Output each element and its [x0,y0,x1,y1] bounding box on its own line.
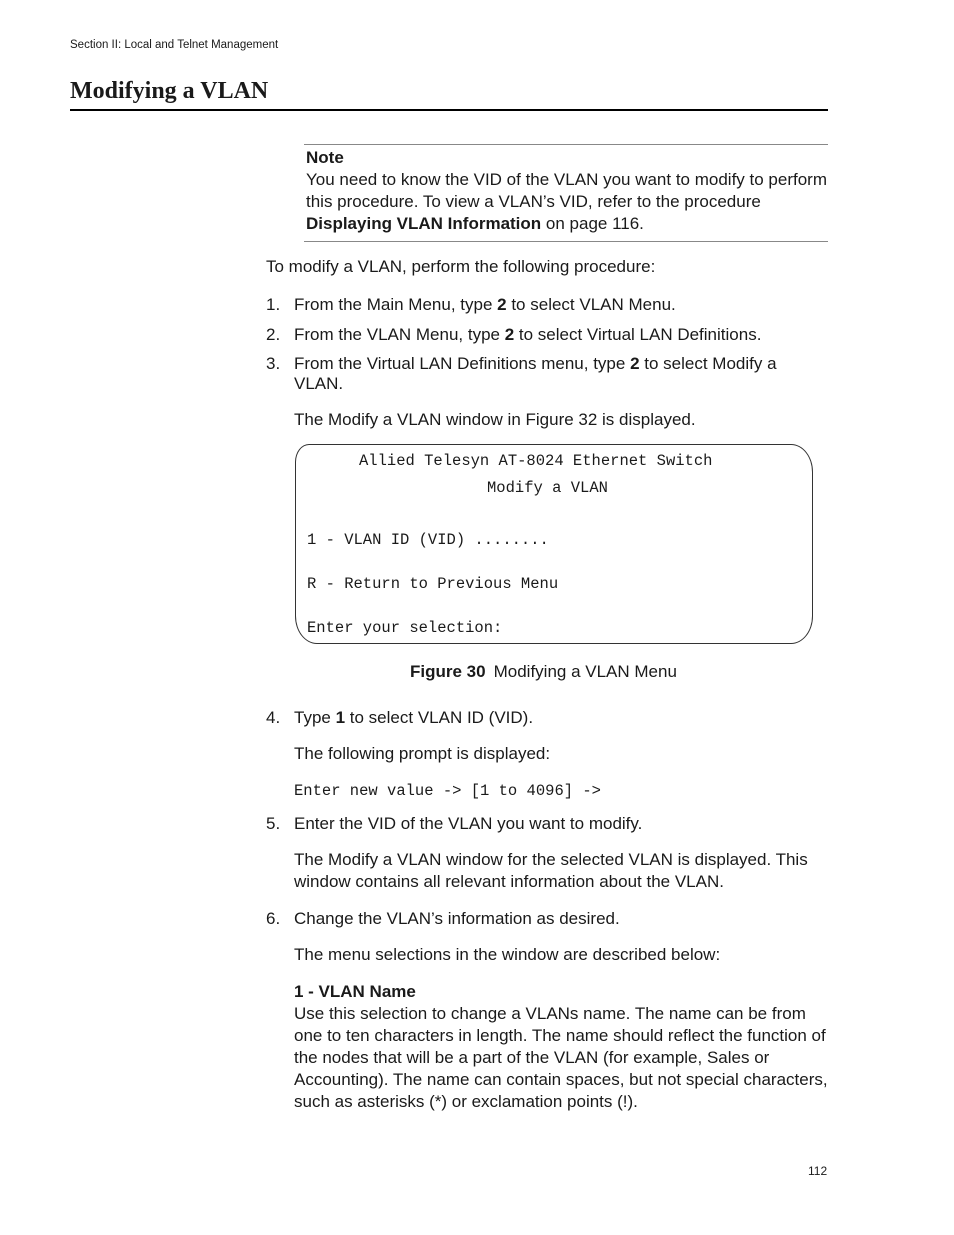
page-number: 112 [808,1164,828,1178]
step-text: Change the VLAN’s information as desired. [294,909,620,928]
terminal-prompt: Enter your selection: [307,619,503,637]
step-number: 1. [266,295,281,314]
figure-title: Modifying a VLAN Menu [493,662,677,681]
note-text-before: You need to know the VID of the VLAN you want to modify to perform this procedure. To view a VLAN’s VID, refer to the procedure [306,170,827,211]
step-number: 4. [266,708,281,727]
after-step-3: The Modify a VLAN window in Figure 32 is displayed. [294,410,696,429]
step-key: 1 [335,708,346,727]
step-text: From the Main Menu, type [294,295,498,314]
step-number: 6. [266,909,281,928]
step-number: 3. [266,354,281,373]
subsection [294,981,828,1113]
step-key: 2 [630,354,640,373]
terminal-option-1: 1 - VLAN ID (VID) ........ [307,531,549,549]
step-text: to select VLAN Menu. [506,295,676,314]
running-head: Section II: Local and Telnet Management [70,39,279,51]
note-text [306,169,828,235]
subsection-text: Use this selection to change a VLANs name. The name can be from one to ten characters in length. The name should reflect the function of the nodes that will be a part of the VLAN (for example, Sales or Accounting). The name can contain spaces, but not special characters, such as asterisks (*) or exclamation points (!). [294,1004,828,1111]
step-key: 2 [497,295,507,314]
figure-caption [410,662,677,682]
figure-number: Figure 30 [410,662,486,681]
page-title: Modifying a VLAN [70,78,828,111]
after-step-6: The menu selections in the window are described below: [294,945,721,964]
after-step-5: The Modify a VLAN window for the selected VLAN is displayed. This window contains all relevant information about the VLAN. [294,850,808,891]
note-link[interactable]: Displaying VLAN Information [306,214,542,233]
step-number: 2. [266,325,281,344]
note-label: Note [306,148,344,167]
terminal-header-2: Modify a VLAN [487,479,608,497]
step-text: From the Virtual LAN Definitions menu, type [294,354,631,373]
terminal-option-r: R - Return to Previous Menu [307,575,559,593]
step-key: 2 [504,325,515,344]
step-text: From the VLAN Menu, type [294,325,505,344]
step-text: Enter the VID of the VLAN you want to modify. [294,814,643,833]
prompt-line: Enter new value -> [1 to 4096] -> [294,782,601,800]
step-text: to select Modify a VLAN. [294,354,777,393]
step-number: 5. [266,814,281,833]
intro-text: To modify a VLAN, perform the following procedure: [266,257,656,276]
after-step-4: The following prompt is displayed: [294,744,551,763]
terminal-window [295,444,813,644]
step-text: Type [294,708,336,727]
terminal-header-1: Allied Telesyn AT-8024 Ethernet Switch [359,452,713,470]
note-box [304,144,828,242]
step-text: to select VLAN ID (VID). [345,708,534,727]
subsection-heading: 1 - VLAN Name [294,982,416,1001]
step-text: to select Virtual LAN Definitions. [514,325,762,344]
note-text-after: on page 116. [541,214,644,233]
